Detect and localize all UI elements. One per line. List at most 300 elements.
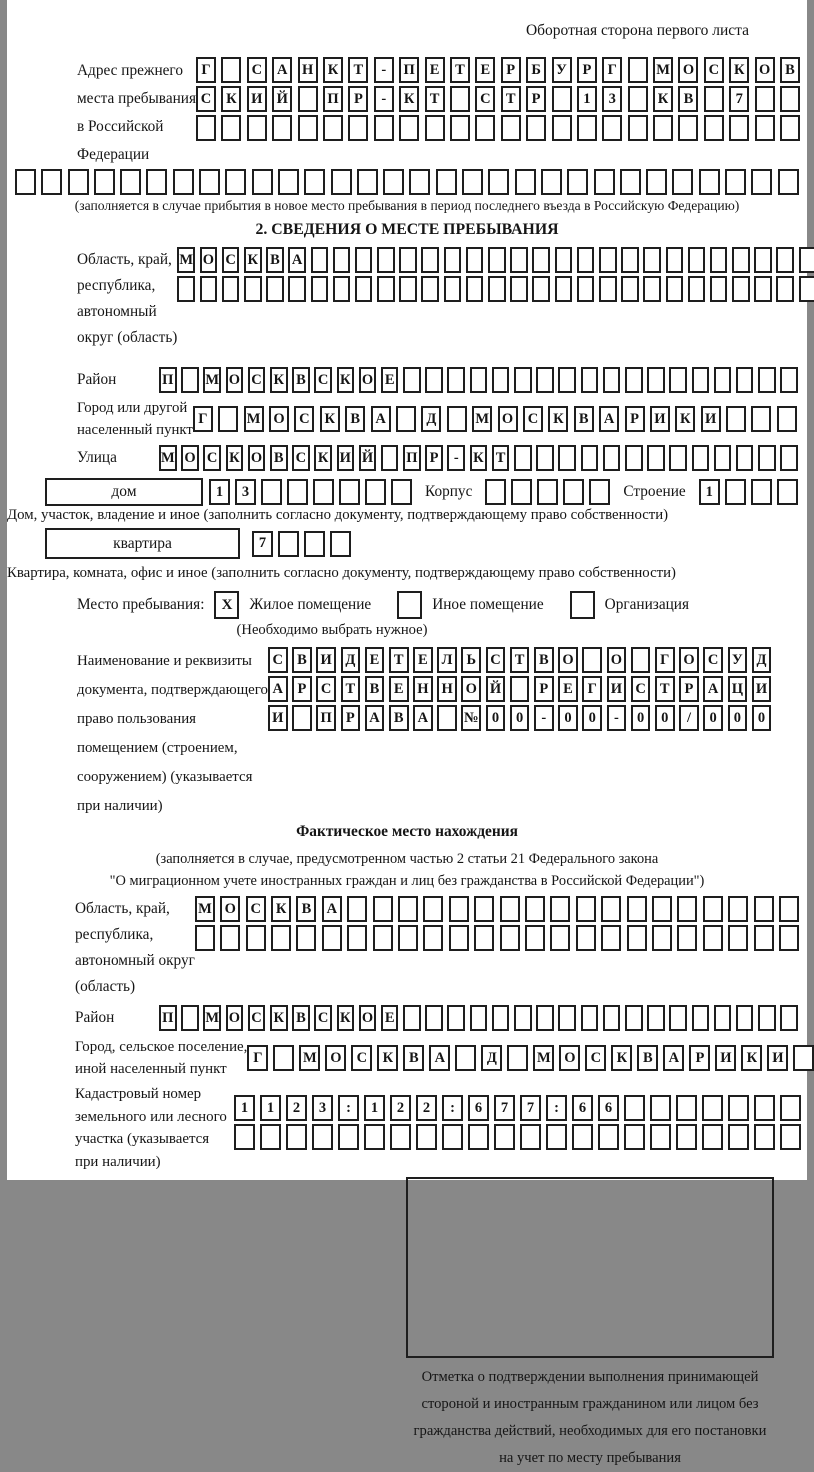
cadastral-row-2 [234,1124,801,1150]
char-cell [492,367,510,393]
char-cell [510,676,530,702]
char-cell [758,445,776,471]
stay-option-other-premises-label: Иное помещение [432,596,544,613]
actual-region-row-1 [195,896,799,922]
char-cell: П [323,86,343,112]
region-grids [177,247,814,305]
label-line: автономный округ [75,952,195,970]
char-cell [520,1124,541,1150]
house-note: Дом, участок, владение и иное (заполнить согласно документу, подтверждающему право собственности) [7,507,669,523]
char-cell: А [268,676,288,702]
char-cell [273,1045,294,1071]
char-cell [625,367,643,393]
char-cell [339,479,360,505]
label-line: участка (указывается [75,1131,210,1148]
label-line: земельного или лесного [75,1108,227,1125]
char-cell [423,925,443,951]
char-cell [181,1005,199,1031]
char-cell [688,276,706,302]
char-cell [646,169,667,195]
char-cell [15,169,36,195]
char-cell [474,925,494,951]
char-cell [558,445,576,471]
char-cell: 3 [312,1095,333,1121]
char-cell [710,247,728,273]
char-cell [444,276,462,302]
char-cell [466,247,484,273]
char-cell: И [268,705,288,731]
char-cell: К [337,367,355,393]
char-cell: В [637,1045,658,1071]
char-cell [589,479,610,505]
char-cell: Й [359,445,377,471]
char-cell [780,367,798,393]
char-cell [449,925,469,951]
actual-location-note-1: (заполняется в случае, предусмотренном частью 2 статьи 21 Федерального закона [155,851,659,867]
char-cell: Р [501,57,521,83]
char-cell [703,896,723,922]
char-cell [444,247,462,273]
char-cell: А [599,406,619,432]
char-cell: О [498,406,518,432]
label-line: Федерации [77,146,150,163]
char-cell [751,406,771,432]
document-row-2 [268,676,771,702]
char-cell [485,479,506,505]
char-cell: Е [381,1005,399,1031]
char-cell [678,115,698,141]
char-cell: Р [348,86,368,112]
char-cell [601,925,621,951]
char-cell: Р [341,705,361,731]
char-cell [514,367,532,393]
char-cell [488,169,509,195]
char-cell: Й [272,86,292,112]
char-cell [177,276,195,302]
char-cell [647,1005,665,1031]
char-cell: С [246,896,266,922]
actual-district-block [75,1005,807,1034]
char-cell: И [316,647,336,673]
char-cell [221,57,241,83]
char-cell: А [365,705,385,731]
char-cell [552,86,572,112]
char-cell [558,367,576,393]
char-cell: М [244,406,264,432]
char-cell [425,367,443,393]
apartment-word-box: квартира [45,528,240,559]
char-cell: - [534,705,554,731]
prev-address-row-3 [196,115,800,141]
label-line: при наличии) [77,798,163,814]
char-cell [602,115,622,141]
char-cell: И [767,1045,788,1071]
char-cell: О [359,367,377,393]
char-cell [436,169,457,195]
char-cell [599,276,617,302]
char-cell: 7 [729,86,749,112]
char-cell: П [399,57,419,83]
char-cell: С [703,647,723,673]
char-cell [650,1124,671,1150]
char-cell [581,367,599,393]
char-cell [292,705,312,731]
char-cell [780,1095,801,1121]
char-cell: Е [558,676,578,702]
label-line: (область) [75,978,136,996]
char-cell [536,1005,554,1031]
char-cell [398,925,418,951]
char-cell: - [607,705,627,731]
apartment-block [45,528,807,559]
char-cell: Д [421,406,441,432]
label-line: стороной и иностранным гражданином или лицом без [421,1396,759,1413]
label-line: Город или другой [77,400,188,416]
char-cell [298,115,318,141]
char-cell [357,169,378,195]
char-cell: Р [625,406,645,432]
char-cell [550,896,570,922]
char-cell: М [159,445,177,471]
char-cell [692,1005,710,1031]
char-cell [672,169,693,195]
char-cell [532,276,550,302]
char-cell: С [248,367,266,393]
label-line: населенный пункт [77,422,193,438]
char-cell: С [351,1045,372,1071]
char-cell [514,445,532,471]
char-cell [526,115,546,141]
char-cell [196,115,216,141]
char-cell [234,1124,255,1150]
char-cell: О [559,1045,580,1071]
char-cell [298,86,318,112]
char-cell: М [177,247,195,273]
char-cell [94,169,115,195]
char-cell: 1 [234,1095,255,1121]
char-cell: 3 [235,479,256,505]
char-cell [625,445,643,471]
char-cell: : [442,1095,463,1121]
char-cell: Л [437,647,457,673]
section2-title: 2. СВЕДЕНИЯ О МЕСТЕ ПРЕБЫВАНИЯ [255,221,559,238]
char-cell [500,896,520,922]
char-cell: В [780,57,800,83]
char-cell [736,367,754,393]
char-cell: Е [475,57,495,83]
cadastral-grids [234,1095,801,1153]
char-cell: О [220,896,240,922]
char-cell [780,115,800,141]
char-cell: М [203,367,221,393]
char-cell [537,479,558,505]
char-cell: 3 [602,86,622,112]
char-cell [511,479,532,505]
char-cell [425,1005,443,1031]
char-cell: 6 [572,1095,593,1121]
char-cell [594,169,615,195]
char-cell [398,896,418,922]
char-cell: М [195,896,215,922]
cadastral-block [75,1083,807,1173]
char-cell: Т [492,445,510,471]
actual-district-row [159,1005,798,1031]
char-cell: № [461,705,481,731]
char-cell: : [338,1095,359,1121]
char-cell: С [704,57,724,83]
char-cell [558,1005,576,1031]
char-cell: В [534,647,554,673]
char-cell [173,169,194,195]
char-cell: 1 [577,86,597,112]
char-cell [338,1124,359,1150]
label-line: при наличии) [75,1153,161,1170]
char-cell: Е [365,647,385,673]
char-cell: М [533,1045,554,1071]
char-cell [449,896,469,922]
char-cell: Т [341,676,361,702]
char-cell [181,367,199,393]
char-cell [510,247,528,273]
char-cell [373,896,393,922]
char-cell: С [203,445,221,471]
char-cell [68,169,89,195]
char-cell: 2 [416,1095,437,1121]
char-cell [779,896,799,922]
char-cell [669,367,687,393]
char-cell: О [359,1005,377,1031]
char-cell [732,276,750,302]
char-cell [377,247,395,273]
char-cell [776,276,794,302]
char-cell: Г [247,1045,268,1071]
label-line: право пользования [77,711,197,727]
char-cell: 1 [209,479,230,505]
char-cell [704,86,724,112]
char-cell [688,247,706,273]
char-cell: С [316,676,336,702]
form-page-back-side [7,0,807,1467]
char-cell: К [653,86,673,112]
char-cell: 2 [286,1095,307,1121]
char-cell [399,247,417,273]
char-cell [455,1045,476,1071]
char-cell [576,925,596,951]
char-cell [643,276,661,302]
label-line: документа, подтверждающего [77,682,268,698]
char-cell: А [703,676,723,702]
char-cell [692,445,710,471]
char-cell: 0 [558,705,578,731]
char-cell [702,1124,723,1150]
label-line: гражданства действий, необходимых для его постановки [413,1423,767,1440]
char-cell [563,479,584,505]
actual-region-row-2 [195,925,799,951]
char-cell [598,1124,619,1150]
char-cell [666,276,684,302]
char-cell: 0 [655,705,675,731]
char-cell: С [248,1005,266,1031]
char-cell: Г [193,406,213,432]
char-cell: А [413,705,433,731]
char-cell [355,276,373,302]
char-cell: А [663,1045,684,1071]
char-cell: С [196,86,216,112]
char-cell [776,247,794,273]
district-row [159,367,798,393]
char-cell: М [653,57,673,83]
char-cell: К [244,247,262,273]
char-cell: Р [577,57,597,83]
char-cell [322,925,342,951]
char-cell [475,115,495,141]
char-cell [628,115,648,141]
char-cell [625,1005,643,1031]
label-line: Область, край, [77,251,172,268]
char-cell: С [585,1045,606,1071]
char-cell: К [337,1005,355,1031]
char-cell: 1 [260,1095,281,1121]
char-cell [669,1005,687,1031]
char-cell: И [650,406,670,432]
char-cell: Е [381,367,399,393]
char-cell [552,115,572,141]
char-cell: В [345,406,365,432]
prev-address-note: (заполняется в случае прибытия в новое место пребывания в период последнего въезда в Российскую Федерацию) [74,198,740,213]
actual-region-label [75,896,195,1000]
char-cell [525,896,545,922]
char-cell: Е [389,676,409,702]
char-cell: О [181,445,199,471]
char-cell [780,86,800,112]
char-cell [676,1124,697,1150]
char-cell [576,896,596,922]
street-label: Улица [77,449,117,466]
label-line: республика, [77,277,156,294]
char-cell: И [701,406,721,432]
stamp-area [406,1177,774,1472]
char-cell: Д [752,647,772,673]
char-cell [725,169,746,195]
char-cell [754,925,774,951]
char-cell: К [314,445,332,471]
char-cell [726,406,746,432]
char-cell [669,445,687,471]
char-cell: П [403,445,421,471]
char-cell [577,247,595,273]
label-line: автономный [77,303,157,320]
char-cell [41,169,62,195]
char-cell: К [741,1045,762,1071]
char-cell [421,247,439,273]
actual-location-title: Фактическое место нахождения [296,823,518,840]
char-cell: С [314,367,332,393]
char-cell: К [226,445,244,471]
char-cell [286,1124,307,1150]
char-cell: В [292,1005,310,1031]
char-cell [450,115,470,141]
char-cell [555,276,573,302]
actual-city-label [75,1036,247,1080]
char-cell [647,445,665,471]
char-cell: 7 [252,531,273,557]
char-cell: Т [510,647,530,673]
char-cell [624,1124,645,1150]
char-cell [758,367,776,393]
char-cell: Г [196,57,216,83]
char-cell [541,169,562,195]
char-cell [728,925,748,951]
char-cell: 0 [510,705,530,731]
char-cell [567,169,588,195]
char-cell: С [292,445,310,471]
label-line: в Российской [77,118,164,135]
char-cell [603,1005,621,1031]
document-label [77,647,268,821]
char-cell: 0 [752,705,772,731]
stay-option-organization-label: Организация [604,596,690,613]
char-cell: Д [341,647,361,673]
char-cell: О [558,647,578,673]
char-cell [650,1095,671,1121]
char-cell [470,1005,488,1031]
char-cell [777,479,798,505]
char-cell: Г [602,57,622,83]
char-cell: С [222,247,240,273]
char-cell [702,1095,723,1121]
char-cell [692,367,710,393]
char-cell [621,276,639,302]
actual-location-note-2: "О миграционном учете иностранных граждан и лиц без гражданства в Российской Федерации") [109,872,705,889]
char-cell: - [447,445,465,471]
char-cell [272,115,292,141]
char-cell [624,1095,645,1121]
char-cell: К [611,1045,632,1071]
label-line: места пребывания [77,90,197,107]
char-cell [532,247,550,273]
char-cell [620,169,641,195]
char-cell [581,445,599,471]
char-cell: Т [450,57,470,83]
char-cell: 2 [390,1095,411,1121]
char-cell [271,925,291,951]
char-cell [377,276,395,302]
char-cell: О [678,57,698,83]
char-cell: 1 [699,479,720,505]
apartment-note: Квартира, комната, офис и иное (заполнить согласно документу, подтверждающему право собственности) [7,565,676,581]
char-cell [603,367,621,393]
char-cell: В [574,406,594,432]
street-row [159,445,798,471]
char-cell [780,1124,801,1150]
char-cell [470,367,488,393]
char-cell [581,1005,599,1031]
char-cell: 0 [631,705,651,731]
char-cell [374,115,394,141]
char-cell: Т [389,647,409,673]
char-cell [510,276,528,302]
stay-type-note: (Необходимо выбрать нужное) [236,622,428,638]
char-cell [323,115,343,141]
char-cell: Р [679,676,699,702]
char-cell [643,247,661,273]
char-cell: К [377,1045,398,1071]
char-cell [364,1124,385,1150]
prev-address-block [77,57,807,169]
char-cell: В [292,367,310,393]
char-cell [754,896,774,922]
char-cell: Д [481,1045,502,1071]
